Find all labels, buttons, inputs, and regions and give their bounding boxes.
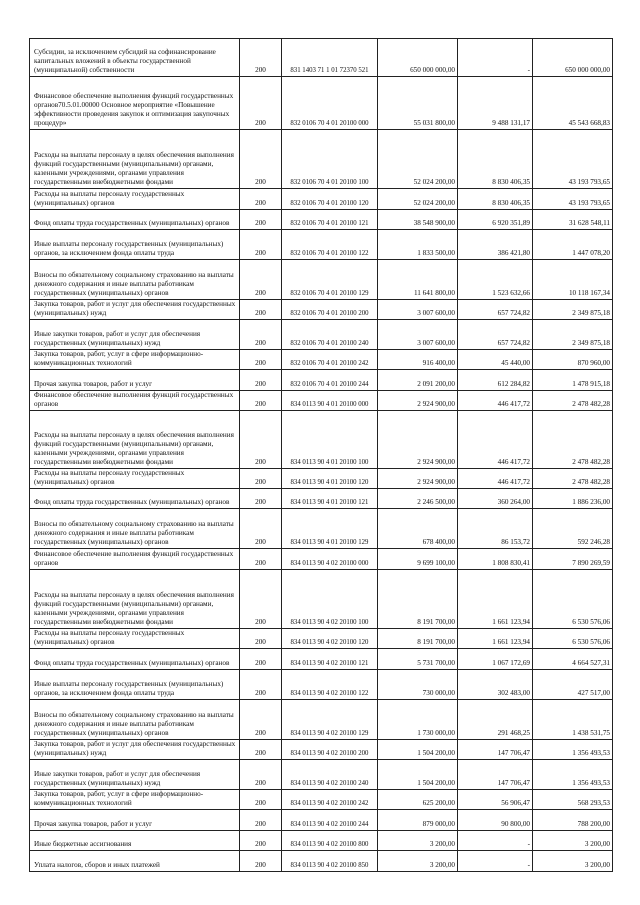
table-row [30,649,613,670]
row-kbk: 832 0106 70 4 01 20100 200 [282,300,378,320]
row-exec: 1 067 172,69 [458,649,533,670]
row-plan: 3 200,00 [378,851,458,872]
row-name: Закупка товаров, работ, услуг в сфере информационно-коммуникационных технологий [30,350,240,370]
row-kbk: 832 0106 70 4 01 20100 122 [282,230,378,260]
table-row [30,831,613,851]
row-code: 200 [240,39,282,77]
row-exec: - [458,851,533,872]
row-name: Иные закупки товаров, работ и услуг для обеспечения государственных (муниципальных) нужд [30,760,240,790]
row-plan: 38 548 900,00 [378,210,458,230]
row-name: Финансовое обеспечение выполнения функций государственных органов [30,391,240,411]
row-rest: 1 886 236,00 [533,489,613,509]
row-kbk: 834 0113 90 4 02 20100 120 [282,629,378,649]
table-row [30,320,613,350]
row-name: Взносы по обязательному социальному страхованию на выплаты денежного содержания и иные выплаты работникам государственных (муниципальных) органов [30,260,240,300]
row-code: 200 [240,810,282,831]
row-rest: 2 349 875,18 [533,300,613,320]
table-row [30,77,613,130]
row-rest: 1 356 493,53 [533,760,613,790]
row-code: 200 [240,189,282,210]
row-code: 200 [240,670,282,700]
row-kbk: 834 0113 90 4 01 20100 000 [282,391,378,411]
row-code: 200 [240,629,282,649]
table-row [30,810,613,831]
row-plan: 916 400,00 [378,350,458,370]
row-name: Финансовое обеспечение выполнения функций государственных органов [30,549,240,570]
row-code: 200 [240,740,282,760]
table-row [30,740,613,760]
row-plan: 730 000,00 [378,670,458,700]
row-plan: 2 924 900,00 [378,391,458,411]
row-exec: 86 153,72 [458,509,533,549]
table-row [30,629,613,649]
row-name: Расходы на выплаты персоналу государственных (муниципальных) органов [30,469,240,489]
row-rest: 2 478 482,28 [533,391,613,411]
row-code: 200 [240,391,282,411]
row-exec: 9 488 131,17 [458,77,533,130]
row-kbk: 832 0106 70 4 01 20100 129 [282,260,378,300]
row-exec: 446 417,72 [458,469,533,489]
row-exec: 360 264,00 [458,489,533,509]
row-exec: 1 808 830,41 [458,549,533,570]
row-rest: 1 478 915,18 [533,370,613,391]
table-row [30,760,613,790]
row-plan: 52 024 200,00 [378,189,458,210]
row-code: 200 [240,130,282,189]
row-name: Фонд оплаты труда государственных (муниципальных) органов [30,489,240,509]
row-code: 200 [240,700,282,740]
row-rest: 43 193 793,65 [533,130,613,189]
row-name: Субсидии, за исключением субсидий на софинансирование капитальных вложений в объекты государственной (муниципальной) собственности [30,39,240,77]
row-exec: 291 468,25 [458,700,533,740]
row-plan: 2 091 200,00 [378,370,458,391]
row-rest: 10 118 167,34 [533,260,613,300]
row-code: 200 [240,411,282,469]
row-name: Закупка товаров, работ и услуг для обеспечения государственных (муниципальных) нужд [30,300,240,320]
row-exec: - [458,39,533,77]
row-exec: 446 417,72 [458,411,533,469]
table-row [30,370,613,391]
row-code: 200 [240,210,282,230]
row-code: 200 [240,549,282,570]
row-code: 200 [240,320,282,350]
row-plan: 625 200,00 [378,790,458,810]
row-rest: 7 890 269,59 [533,549,613,570]
table-row [30,670,613,700]
table-row [30,570,613,629]
row-plan: 1 504 200,00 [378,760,458,790]
row-plan: 5 731 700,00 [378,649,458,670]
row-exec: 56 906,47 [458,790,533,810]
row-plan: 1 504 200,00 [378,740,458,760]
row-name: Расходы на выплаты персоналу в целях обеспечения выполнения функций государственными (муниципальными) органами, казенными учреждениями, органами управления государственными внебюджетными фондами [30,130,240,189]
row-rest: 1 356 493,53 [533,740,613,760]
row-kbk: 832 0106 70 4 01 20100 121 [282,210,378,230]
row-kbk: 832 0106 70 4 01 20100 000 [282,77,378,130]
table-row [30,350,613,370]
row-rest: 568 293,53 [533,790,613,810]
row-rest: 1 447 078,20 [533,230,613,260]
row-name: Расходы на выплаты персоналу государственных (муниципальных) органов [30,629,240,649]
row-plan: 1 730 000,00 [378,700,458,740]
row-exec: 386 421,80 [458,230,533,260]
row-kbk: 834 0113 90 4 02 20100 240 [282,760,378,790]
row-code: 200 [240,570,282,629]
table-row [30,189,613,210]
table-row [30,230,613,260]
row-kbk: 834 0113 90 4 01 20100 120 [282,469,378,489]
row-code: 200 [240,851,282,872]
row-exec: 446 417,72 [458,391,533,411]
row-exec: 45 440,00 [458,350,533,370]
row-exec: 8 830 406,35 [458,189,533,210]
row-code: 200 [240,509,282,549]
row-name: Финансовое обеспечение выполнения функций государственных органов70.5.01.00000 Основное мероприятие «Повышение эффективности проведения закупок и оптимизация закупочных процедур» [30,77,240,130]
row-rest: 31 628 548,11 [533,210,613,230]
row-exec: 147 706,47 [458,760,533,790]
row-kbk: 834 0113 90 4 02 20100 800 [282,831,378,851]
row-rest: 650 000 000,00 [533,39,613,77]
row-kbk: 834 0113 90 4 02 20100 000 [282,549,378,570]
row-name: Расходы на выплаты персоналу в целях обеспечения выполнения функций государственными (муниципальными) органами, казенными учреждениями, органами управления государственными внебюджетными фондами [30,411,240,469]
row-plan: 1 833 500,00 [378,230,458,260]
row-code: 200 [240,350,282,370]
table-row [30,411,613,469]
row-rest: 592 246,28 [533,509,613,549]
row-rest: 427 517,00 [533,670,613,700]
row-kbk: 834 0113 90 4 01 20100 121 [282,489,378,509]
row-name: Расходы на выплаты персоналу в целях обеспечения выполнения функций государственными (муниципальными) органами, казенными учреждениями, органами управления государственными внебюджетными фондами [30,570,240,629]
row-plan: 3 200,00 [378,831,458,851]
row-exec: 612 284,82 [458,370,533,391]
row-exec: 6 920 351,89 [458,210,533,230]
table-row [30,469,613,489]
table-row [30,489,613,509]
row-code: 200 [240,469,282,489]
row-rest: 1 438 531,75 [533,700,613,740]
row-kbk: 834 0113 90 4 02 20100 850 [282,851,378,872]
row-plan: 2 924 900,00 [378,469,458,489]
row-name: Закупка товаров, работ и услуг для обеспечения государственных (муниципальных) нужд [30,740,240,760]
row-code: 200 [240,77,282,130]
row-name: Иные бюджетные ассигнования [30,831,240,851]
row-code: 200 [240,260,282,300]
row-kbk: 834 0113 90 4 01 20100 129 [282,509,378,549]
table-row [30,260,613,300]
row-name: Взносы по обязательному социальному страхованию на выплаты денежного содержания и иные выплаты работникам государственных (муниципальных) органов [30,700,240,740]
table-row [30,130,613,189]
row-name: Фонд оплаты труда государственных (муниципальных) органов [30,649,240,670]
table-row [30,39,613,77]
row-plan: 55 031 800,00 [378,77,458,130]
row-exec: 657 724,82 [458,300,533,320]
row-exec: 657 724,82 [458,320,533,350]
row-name: Закупка товаров, работ, услуг в сфере информационно-коммуникационных технологий [30,790,240,810]
row-code: 200 [240,831,282,851]
row-kbk: 832 0106 70 4 01 20100 100 [282,130,378,189]
row-rest: 3 200,00 [533,831,613,851]
row-code: 200 [240,760,282,790]
row-rest: 788 200,00 [533,810,613,831]
row-kbk: 834 0113 90 4 02 20100 244 [282,810,378,831]
row-plan: 9 699 100,00 [378,549,458,570]
row-plan: 650 000 000,00 [378,39,458,77]
table-row [30,790,613,810]
row-kbk: 834 0113 90 4 02 20100 121 [282,649,378,670]
row-rest: 45 543 668,83 [533,77,613,130]
row-plan: 3 007 600,00 [378,320,458,350]
row-name: Прочая закупка товаров, работ и услуг [30,370,240,391]
table-row [30,210,613,230]
row-kbk: 834 0113 90 4 01 20100 100 [282,411,378,469]
row-name: Иные выплаты персоналу государственных (муниципальных) органов, за исключением фонда оплаты труда [30,230,240,260]
row-kbk: 831 1403 71 1 01 72370 521 [282,39,378,77]
row-code: 200 [240,649,282,670]
row-plan: 8 191 700,00 [378,570,458,629]
row-rest: 43 193 793,65 [533,189,613,210]
row-name: Иные закупки товаров, работ и услуг для обеспечения государственных (муниципальных) нужд [30,320,240,350]
row-rest: 2 349 875,18 [533,320,613,350]
row-name: Расходы на выплаты персоналу государственных (муниципальных) органов [30,189,240,210]
table-row [30,549,613,570]
row-code: 200 [240,300,282,320]
row-plan: 8 191 700,00 [378,629,458,649]
row-kbk: 832 0106 70 4 01 20100 120 [282,189,378,210]
table-row [30,300,613,320]
row-exec: 8 830 406,35 [458,130,533,189]
row-kbk: 832 0106 70 4 01 20100 240 [282,320,378,350]
row-exec: 1 661 123,94 [458,570,533,629]
row-rest: 2 478 482,28 [533,411,613,469]
row-rest: 3 200,00 [533,851,613,872]
row-code: 200 [240,489,282,509]
table-row [30,509,613,549]
row-name: Уплата налогов, сборов и иных платежей [30,851,240,872]
row-plan: 678 400,00 [378,509,458,549]
row-exec: - [458,831,533,851]
row-name: Взносы по обязательному социальному страхованию на выплаты денежного содержания и иные выплаты работникам государственных (муниципальных) органов [30,509,240,549]
row-kbk: 834 0113 90 4 02 20100 200 [282,740,378,760]
table-row [30,851,613,872]
row-rest: 4 664 527,31 [533,649,613,670]
row-kbk: 832 0106 70 4 01 20100 242 [282,350,378,370]
row-code: 200 [240,230,282,260]
row-plan: 879 000,00 [378,810,458,831]
row-plan: 2 924 900,00 [378,411,458,469]
row-kbk: 834 0113 90 4 02 20100 129 [282,700,378,740]
table-row [30,700,613,740]
row-rest: 6 530 576,06 [533,629,613,649]
row-kbk: 832 0106 70 4 01 20100 244 [282,370,378,391]
row-code: 200 [240,370,282,391]
row-exec: 1 523 632,66 [458,260,533,300]
row-plan: 52 024 200,00 [378,130,458,189]
table-row [30,391,613,411]
row-rest: 6 530 576,06 [533,570,613,629]
row-exec: 302 483,00 [458,670,533,700]
row-name: Прочая закупка товаров, работ и услуг [30,810,240,831]
row-exec: 90 800,00 [458,810,533,831]
row-kbk: 834 0113 90 4 02 20100 100 [282,570,378,629]
row-plan: 2 246 500,00 [378,489,458,509]
budget-table [29,38,613,872]
row-rest: 870 960,00 [533,350,613,370]
row-name: Фонд оплаты труда государственных (муниципальных) органов [30,210,240,230]
row-kbk: 834 0113 90 4 02 20100 242 [282,790,378,810]
row-exec: 1 661 123,94 [458,629,533,649]
row-exec: 147 706,47 [458,740,533,760]
row-plan: 3 007 600,00 [378,300,458,320]
row-kbk: 834 0113 90 4 02 20100 122 [282,670,378,700]
row-name: Иные выплаты персоналу государственных (муниципальных) органов, за исключением фонда оплаты труда [30,670,240,700]
row-plan: 11 641 800,00 [378,260,458,300]
row-code: 200 [240,790,282,810]
row-rest: 2 478 482,28 [533,469,613,489]
